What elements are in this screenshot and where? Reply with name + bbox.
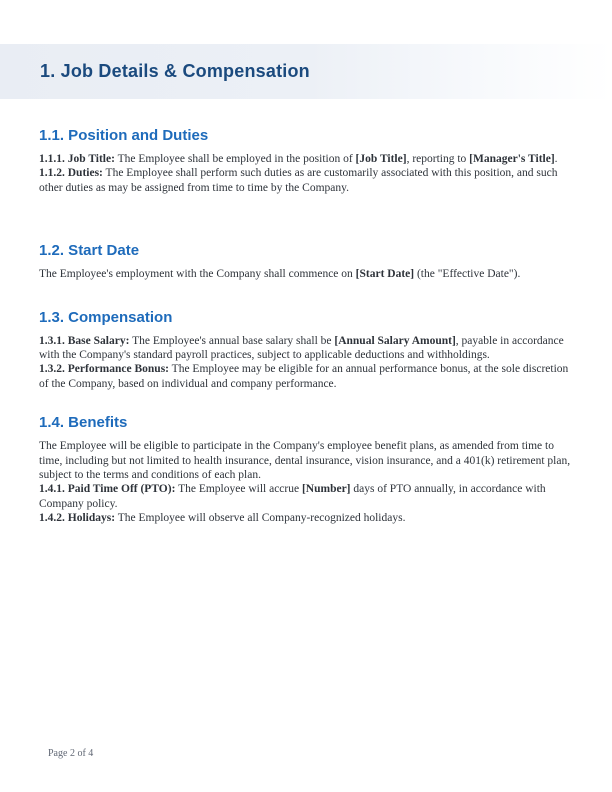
section-start-date	[39, 242, 573, 281]
clause-base-salary: 1.3.1. Base Salary: The Employee's annual base salary shall be [Annual Salary Amount], payable in accordance with the Company's standard payroll practices, subject to applicable deductions and withholdings.	[39, 334, 564, 362]
section-heading-start-date: 1.2. Start Date	[39, 242, 140, 260]
section-heading-compensation: 1.3. Compensation	[39, 308, 173, 326]
section-compensation	[39, 309, 573, 392]
page-number: Page 2 of 4	[48, 748, 94, 759]
chapter-title-band	[0, 44, 612, 99]
clause-paid-time-off: 1.4.1. Paid Time Off (PTO): The Employee will accrue [Number] days of PTO annually, in accordance with Company policy.	[39, 483, 546, 510]
chapter-title: 1. Job Details & Compensation	[40, 61, 310, 81]
clause-performance-bonus: 1.3.2. Performance Bonus: The Employee may be eligible for an annual performance bonus, at the sole discretion of the Company, based on individual and company performance.	[39, 363, 569, 390]
clause-start-date: The Employee's employment with the Company shall commence on [Start Date] (the "Effective Date").	[39, 268, 521, 281]
clause-holidays: 1.4.2. Holidays: The Employee will observe all Company-recognized holidays.	[39, 512, 406, 525]
document-body	[0, 127, 612, 526]
section-position-and-duties	[39, 127, 573, 195]
clause-duties: 1.1.2. Duties: The Employee shall perform such duties as are customarily associated with this position, and such other duties as may be assigned from time to time by the Company.	[39, 167, 558, 194]
section-heading-position-and-duties: 1.1. Position and Duties	[39, 127, 209, 144]
clause-benefits-intro: The Employee will be eligible to participate in the Company's employee benefit plans, as amended from time to time, including but not limited to health insurance, dental insurance, vision insurance, and a 401(k) retirement plan, subject to the terms and conditions of each plan.	[39, 440, 571, 482]
section-heading-benefits: 1.4. Benefits	[39, 414, 128, 432]
section-benefits	[39, 414, 573, 525]
clause-job-title: 1.1.1. Job Title: The Employee shall be employed in the position of [Job Title], reporting to [Manager's Title].	[39, 153, 558, 165]
